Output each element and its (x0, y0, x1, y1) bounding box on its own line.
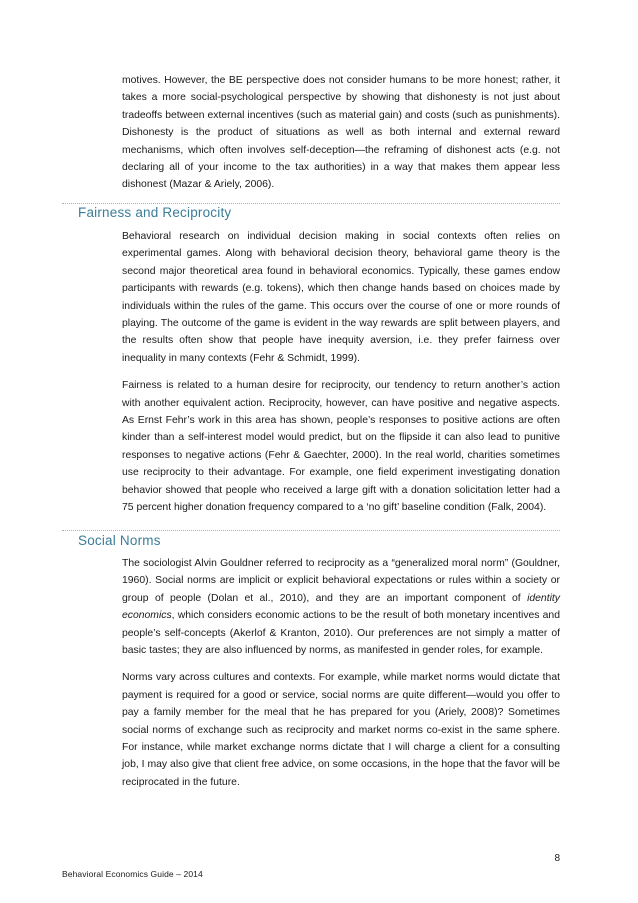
intro-paragraph: motives. However, the BE perspective does not consider humans to be more honest; rather, it takes a more social-psychological perspective by showing that dishonesty is not just about tradeoffs between external incentives (such as material gain) and costs (such as punishments). Dishonesty is the product of situations as well as both internal and external reward mechanisms, which often involves self-deception—the reframing of dishonest acts (e.g. not declaring all of your income to the tax authorities) in a way that makes them appear less dishonest (Mazar & Ariely, 2006). (122, 75, 560, 191)
intro-section (122, 72, 560, 204)
fairness-section (122, 228, 560, 527)
heading-social-norms: Social Norms (78, 533, 161, 548)
norms-p1-text-b: , which considers economic actions to be the result of both monetary incentives and people’s self-concepts (Akerlof & Kranton, 2010). Our preferences are not simply a matter of basic tastes; they are also influenced by norms, as manifested in gender roles, for example. (122, 610, 560, 657)
norms-paragraph-1 (122, 555, 560, 659)
page-number: 8 (554, 853, 560, 864)
norms-section (122, 555, 560, 801)
fairness-paragraph-2: Fairness is related to a human desire for reciprocity, our tendency to return another’s action with another equivalent action. Reciprocity, however, can have positive and negative aspects. As Ernst Fehr’s work in this area has shown, people’s responses to positive actions are often kinder than a self-interest model would predict, but on the flipside it can also lead to punitive responses to negative actions (Fehr & Gaechter, 2000). In the real world, charities sometimes use reciprocity to their advantage. For example, one field experiment investigating donation behavior showed that people who received a large gift with a donation solicitation letter had a 75 percent higher donation frequency compared to a ‘no gift’ baseline condition (Falk, 2004). (122, 380, 560, 514)
footer-title: Behavioral Economics Guide – 2014 (62, 869, 203, 879)
norms-p1-emphasis: identity economics (122, 592, 560, 622)
norms-paragraph-2: Norms vary across cultures and contexts. For example, while market norms would dictate that payment is required for a good or service, social norms are quite different—would you offer to pay a family member for the meal that he has prepared for you (Ariely, 2008)? Sometimes social norms of exchange such as reciprocity and market norms co-exist in the same sphere. For instance, while market exchange norms dictate that I will charge a client for a consulting job, I may also give that client free advice, on some occasions, in the hope that the favor will be reciprocated in the future. (122, 672, 560, 788)
norms-p1-text-a: The sociologist Alvin Gouldner referred to reciprocity as a “generalized moral norm” (Gouldner, 1960). Social norms are implicit or explicit behavioral expectations or rules within a society or group of people (Dolan et al., 2010), and they are an important component of (122, 558, 560, 604)
fairness-paragraph-1: Behavioral research on individual decision making in social contexts often relies on experimental games. Along with behavioral decision theory, behavioral game theory is the second major theoretical area found in behavioral economics. Typically, these games endow participants with rewards (e.g. tokens), which then change hands based on choices made by individuals within the rules of the game. This occurs over the course of one or more rounds of playing. The outcome of the game is evident in the way rewards are split between players, and the results often show that people have inequity aversion, i.e. they prefer fairness over inequality in many contexts (Fehr & Schmidt, 1999). (122, 231, 560, 364)
section-divider (62, 530, 560, 531)
heading-fairness: Fairness and Reciprocity (78, 205, 232, 220)
section-divider (62, 203, 560, 204)
